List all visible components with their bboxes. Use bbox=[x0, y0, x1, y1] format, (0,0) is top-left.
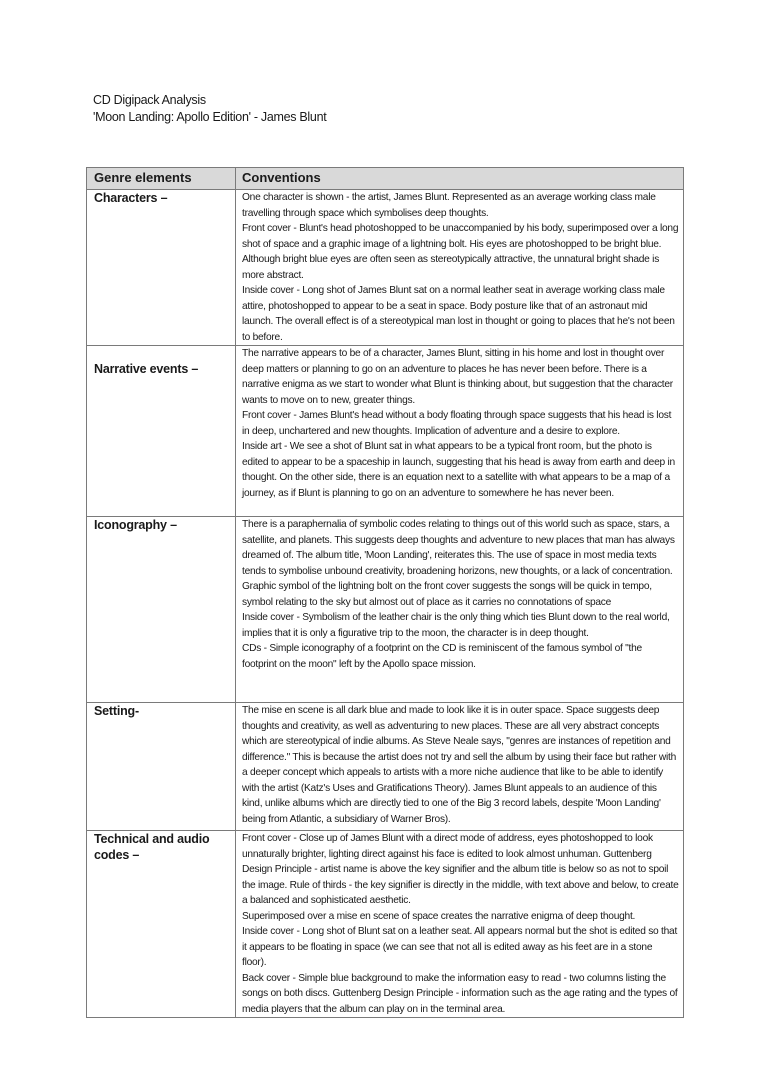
table-header-row bbox=[87, 168, 684, 190]
column-header-conventions: Conventions bbox=[236, 168, 684, 190]
paragraph: The mise en scene is all dark blue and made to look like it is in outer space. Space suggests deep thoughts and creativity, as well as adventuring to new places. These are all very abstract concepts which are stereotypical of indie albums. As Steve Neale says, "genres are instances of repetition and difference." This is because the artist does not try and sell the album by using their face but rather with a deeper concept which appeals to artists with a more niche audience that like to be able to identify with the artist (Katz's Uses and Gratifications Theory). James Blunt appeals to an audience of this kind, unlike albums which are directly tied to one of the Big 3 record labels, despite 'Moon Landing' being from Atlantic, a subsidiary of Warner Bros). bbox=[242, 705, 677, 825]
conventions-cell bbox=[236, 703, 684, 831]
paragraph: Inside cover - Long shot of Blunt sat on a leather seat. All appears normal but the shot is edited so that it appears to be floating in space (we can see that not all is edited away as his feet are in a stone floor). bbox=[242, 926, 678, 968]
table-row-characters bbox=[87, 190, 684, 346]
analysis-table bbox=[86, 167, 684, 1018]
paragraph: There is a paraphernalia of symbolic codes relating to things out of this world such as space, stars, a satellite, and planets. This suggests deep thoughts and adventure to new places that man has always dreamed of. The album title, 'Moon Landing', reiterates this. The use of space in most media texts tends to symbolise unbound creativity, broadening horizons, new thoughts, or a lack of concentration. bbox=[242, 519, 675, 577]
document-title: CD Digipack Analysis bbox=[93, 93, 206, 107]
genre-cell: Narrative events – bbox=[87, 346, 236, 517]
paragraph: Front cover - James Blunt's head without a body floating through space suggests that his head is lost in deep, unchartered and new thoughts. Implication of adventure and a desire to explore. bbox=[242, 410, 672, 437]
genre-cell: Setting- bbox=[87, 703, 236, 831]
paragraph: Inside cover - Symbolism of the leather chair is the only thing which ties Blunt down to the real world, implies that it is only a figurative trip to the moon, the character is in deep thought. bbox=[242, 612, 670, 639]
genre-cell: Iconography – bbox=[87, 517, 236, 703]
table-row-technical bbox=[87, 831, 684, 1018]
paragraph: Front cover - Close up of James Blunt with a direct mode of address, eyes photoshopped to look unnaturally brighter, lighting direct against his face is edited to look almost unhuman. Guttenberg Design Principle - artist name is above the key signifier and the album title is below so as not to spoil the image. Rule of thirds - the key signifier is directly in the middle, with text above and below, to create a balanced and sophisticated aesthetic. bbox=[242, 833, 679, 906]
paragraph: Graphic symbol of the lightning bolt on the front cover suggests the songs will be quick in tempo, symbol relating to the sky but almost out of place as it carries no connotations of space bbox=[242, 581, 652, 608]
paragraph: Front cover - Blunt's head photoshopped to be unaccompanied by his body, superimposed over a long shot of space and a graphic image of a lightning bolt. His eyes are photoshopped to be bright blue. Although bright blue eyes are often seen as stereotypically attractive, the unnatural bright shade is more abstract. bbox=[242, 223, 679, 281]
document-subtitle: 'Moon Landing: Apollo Edition' - James Blunt bbox=[93, 110, 327, 124]
table-row-setting bbox=[87, 703, 684, 831]
paragraph: CDs - Simple iconography of a footprint on the CD is reminiscent of the famous symbol of "the footprint on the moon" left by the Apollo space mission. bbox=[242, 643, 642, 670]
table-row-narrative bbox=[87, 346, 684, 517]
paragraph: One character is shown - the artist, James Blunt. Represented as an average working class male travelling through space which symbolises deep thoughts. bbox=[242, 192, 656, 219]
table-row-iconography bbox=[87, 517, 684, 703]
genre-cell: Characters – bbox=[87, 190, 236, 346]
conventions-cell bbox=[236, 190, 684, 346]
paragraph: Inside cover - Long shot of James Blunt sat on a normal leather seat in average working class male attire, photoshopped to appear to be a seat in space. Body posture like that of an astronaut mid launch. The overall effect is of a stereotypical man lost in thought or going to places that he's not been to before. bbox=[242, 285, 675, 343]
paragraph: Inside art - We see a shot of Blunt sat in what appears to be a typical front room, but the photo is edited to appear to be a spaceship in launch, suggesting that his head is away from earth and deep in thought. On the other side, there is an equation next to a satellite with what appears to be a map of a journey, as if Blunt is planning to go on an adventure to somewhere he has never been. bbox=[242, 441, 675, 499]
genre-cell: Technical and audio codes – bbox=[87, 831, 236, 1018]
conventions-cell bbox=[236, 346, 684, 517]
conventions-cell bbox=[236, 517, 684, 703]
column-header-genre: Genre elements bbox=[87, 168, 236, 190]
paragraph: Superimposed over a mise en scene of space creates the narrative enigma of deep thought. bbox=[242, 910, 636, 922]
paragraph: Back cover - Simple blue background to make the information easy to read - two columns listing the songs on both discs. Guttenberg Design Principle - information such as the age rating and the types of media players that the album can play on in the terminal area. bbox=[242, 972, 678, 1015]
document-header bbox=[93, 92, 326, 126]
conventions-cell bbox=[236, 831, 684, 1018]
paragraph: The narrative appears to be of a character, James Blunt, sitting in his home and lost in thought over deep matters or planning to go on an adventure to places he has never been before. There is a narrative enigma as we start to wonder what Blunt is thinking about, but suggestion that the character wants to move on to new, greater things. bbox=[242, 348, 673, 406]
